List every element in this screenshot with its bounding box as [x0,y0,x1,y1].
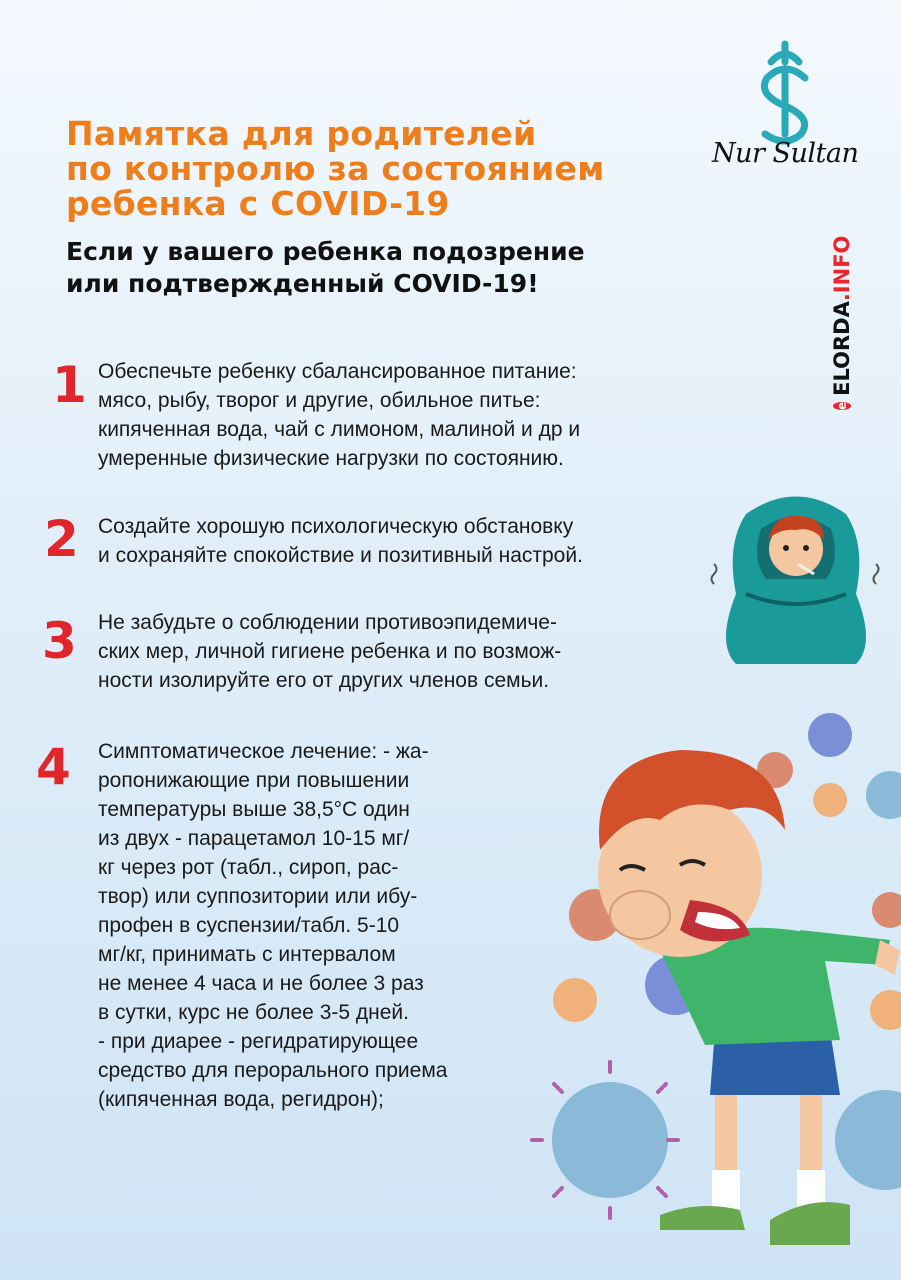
list-item [98,737,518,1114]
item-number: 3 [42,612,77,670]
item-line: умеренные физические нагрузки по состоянию. [98,447,564,470]
subtitle-line: или подтвержденный COVID-19! [66,269,539,298]
item-line: (кипяченная вода, регидрон); [98,1088,384,1111]
logo-text: Nur Sultan [712,138,859,169]
elorda-brand [827,210,857,410]
item-line: из двух - парацетамол 10-15 мг/ [98,827,410,850]
sick-child-blanket-illustration [706,484,886,674]
item-number: 4 [36,738,71,796]
item-number: 1 [52,356,87,414]
item-line: не менее 4 часа и не более 3 раз [98,972,424,995]
brand-suffix: .INFO [830,235,854,302]
item-line: Симптоматическое лечение: - жа- [98,740,429,763]
item-line: Создайте хорошую психологическую обстановку [98,515,574,538]
item-line: мясо, рыбу, творог и другие, обильное питье: [98,389,541,412]
item-line: мг/кг, принимать с интервалом [98,943,396,966]
item-line: ности изолируйте его от других членов семьи. [98,669,550,692]
item-number: 2 [44,510,79,568]
page-subtitle [66,236,686,300]
elorda-logo-icon: e [835,401,849,410]
item-line: кг через рот (табл., сироп, рас- [98,856,399,879]
page-title [66,116,666,221]
item-line: кипяченная вода, чай с лимоном, малиной и др и [98,418,581,441]
brand-name: ELORDA [830,301,854,396]
item-line: Обеспечьте ребенку сбалансированное питание: [98,360,577,383]
item-line: - при диарее - регидратирующее [98,1030,419,1053]
list-item [98,608,698,695]
list-item [98,512,698,570]
item-line: температуры выше 38,5°С один [98,798,410,821]
item-line: твор) или суппозитории или ибу- [98,885,418,908]
item-line: профен в суспензии/табл. 5-10 [98,914,400,937]
subtitle-line: Если у вашего ребенка подозрение [66,237,585,266]
item-line: ских мер, личной гигиене ребенка и по возмож- [98,640,562,663]
item-line: ропонижающие при повышении [98,769,410,792]
list-item [98,357,698,473]
title-line: ребенка с COVID-19 [66,184,450,223]
title-line: Памятка для родителей [66,114,537,153]
sneezing-boy-viruses-illustration [530,700,901,1270]
item-line: Не забудьте о соблюдении противоэпидемиче- [98,611,557,634]
item-line: средство для перорального приема [98,1059,448,1082]
item-line: в сутки, курс не более 3-5 дней. [98,1001,409,1024]
title-line: по контролю за состоянием [66,149,605,188]
item-line: и сохраняйте спокойствие и позитивный настрой. [98,544,583,567]
